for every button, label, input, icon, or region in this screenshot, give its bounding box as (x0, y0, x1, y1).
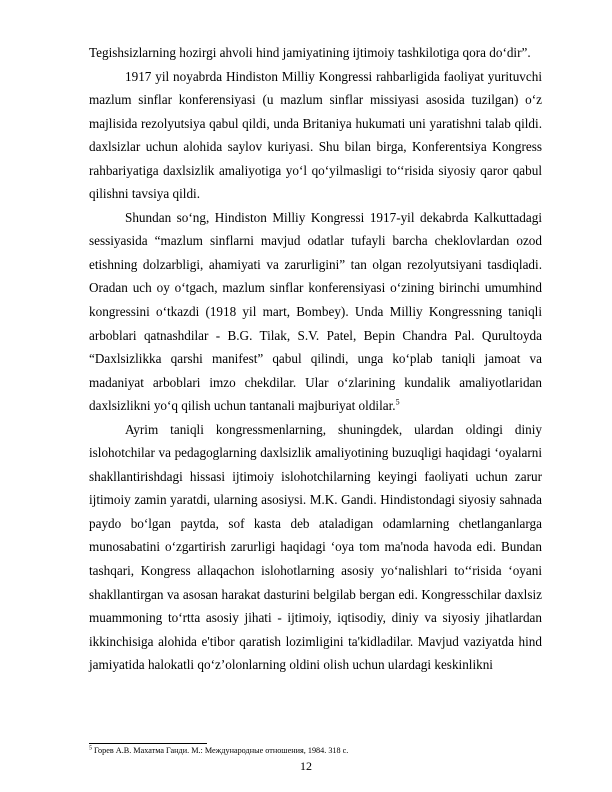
paragraph-3 (89, 206, 542, 418)
footnote-text: Горев А.В. Махатма Ганди. М.: Международные отношения, 1984. 318 с. (92, 746, 349, 755)
footnote-number: 5 (89, 745, 92, 752)
paragraph-1: Tegishsizlarning hozirgi ahvoli hind jamiyatining ijtimoiy tashkilotiga qora do‘dir”. (89, 45, 531, 60)
footnote-reference[interactable]: 5 (395, 397, 400, 407)
page-number: 12 (300, 759, 312, 773)
footnote-divider (89, 743, 207, 744)
footnote (89, 745, 542, 756)
paragraph-2: 1917 yil noyabrda Hindiston Milliy Kongressi rahbarligida faoliyat yurituvchi mazlum sinflar konferensiyasi (u mazlum sinflar missiyasi asosida tuzilgan) o‘z majlisida rezolyutsiya qabul qildi, unda Britaniya hukumati uni yaratishni talab qildi. daxlsizlar uchun alohida saylov kuriyasi. Shu bilan birga, Konferentsiya Kongress rahbariyatiga daxlsizlik amaliyotiga yo‘l qo‘yilmasligi to‘‘risida siyosiy qaror qabul qilishni tavsiya qildi. (89, 68, 542, 202)
paragraph-4: Ayrim taniqli kongressmenlarning, shuningdek, ulardan oldingi diniy islohotchilar va pedagoglarning daxlsizlik amaliyotining buzuqligi haqidagi ‘oyalarni shakllantirishdagi hissasi ijtimoiy islohotchilarning keyingi faoliyati uchun zarur ijtimoiy zamin yaratdi, ularning asosiysi. M.K. Gandi. Hindistondagi siyosiy sahnada paydo bo‘lgan paytda, sof kasta deb ataladigan odamlarning chetlanganlarga munosabatini o‘zgartirish zarurligi haqidagi ‘oya tom ma'noda havoda edi. Bundan tashqari, Kongress allaqachon islohotlarning asosiy yo‘nalishlari to‘‘risida ‘oyani shakllantirgan va asosan harakat dasturini belgilab bergan edi. Kongresschilar daxlsiz muammoning to‘rtta asosiy jihati - ijtimoiy, iqtisodiy, diniy va siyosiy jihatlardan ikkinchisiga alohida e'tibor qaratish lozimligini ta'kidladilar. Mavjud vaziyatda hind jamiyatida halokatli qo‘z’olonlarning oldini olish uchun ulardagi keskinlikni (89, 421, 542, 673)
body-text (89, 41, 542, 677)
paragraph-3-text: Shundan so‘ng, Hindiston Milliy Kongressi 1917-yil dekabrda Kalkuttadagi sessiyasida “mazlum sinflarni mavjud odatlar tufayli barcha cheklovlardan ozod etishning dolzarbligi, ahamiyati va zarurligini” tan olgan rezolyutsiyani tasdiqladi. Oradan uch oy o‘tgach, mazlum sinflar konferensiyasi o‘zining birinchi umumhind kongressini o‘tkazdi (1918 yil mart, Bombey). Unda Milliy Kongressning taniqli arboblari qatnashdilar - B.G. Tilak, S.V. Patel, Bepin Chandra Pal. Qurultoyda “Daxlsizlikka qarshi manifest” qabul qilindi, unga ko‘plab taniqli jamoat va madaniyat arboblari imzo chekdilar. Ular o‘zlarining kundalik amaliyotlaridan daxlsizlikni yo‘q qilish uchun tantanali majburiyat oldilar. (89, 209, 542, 414)
